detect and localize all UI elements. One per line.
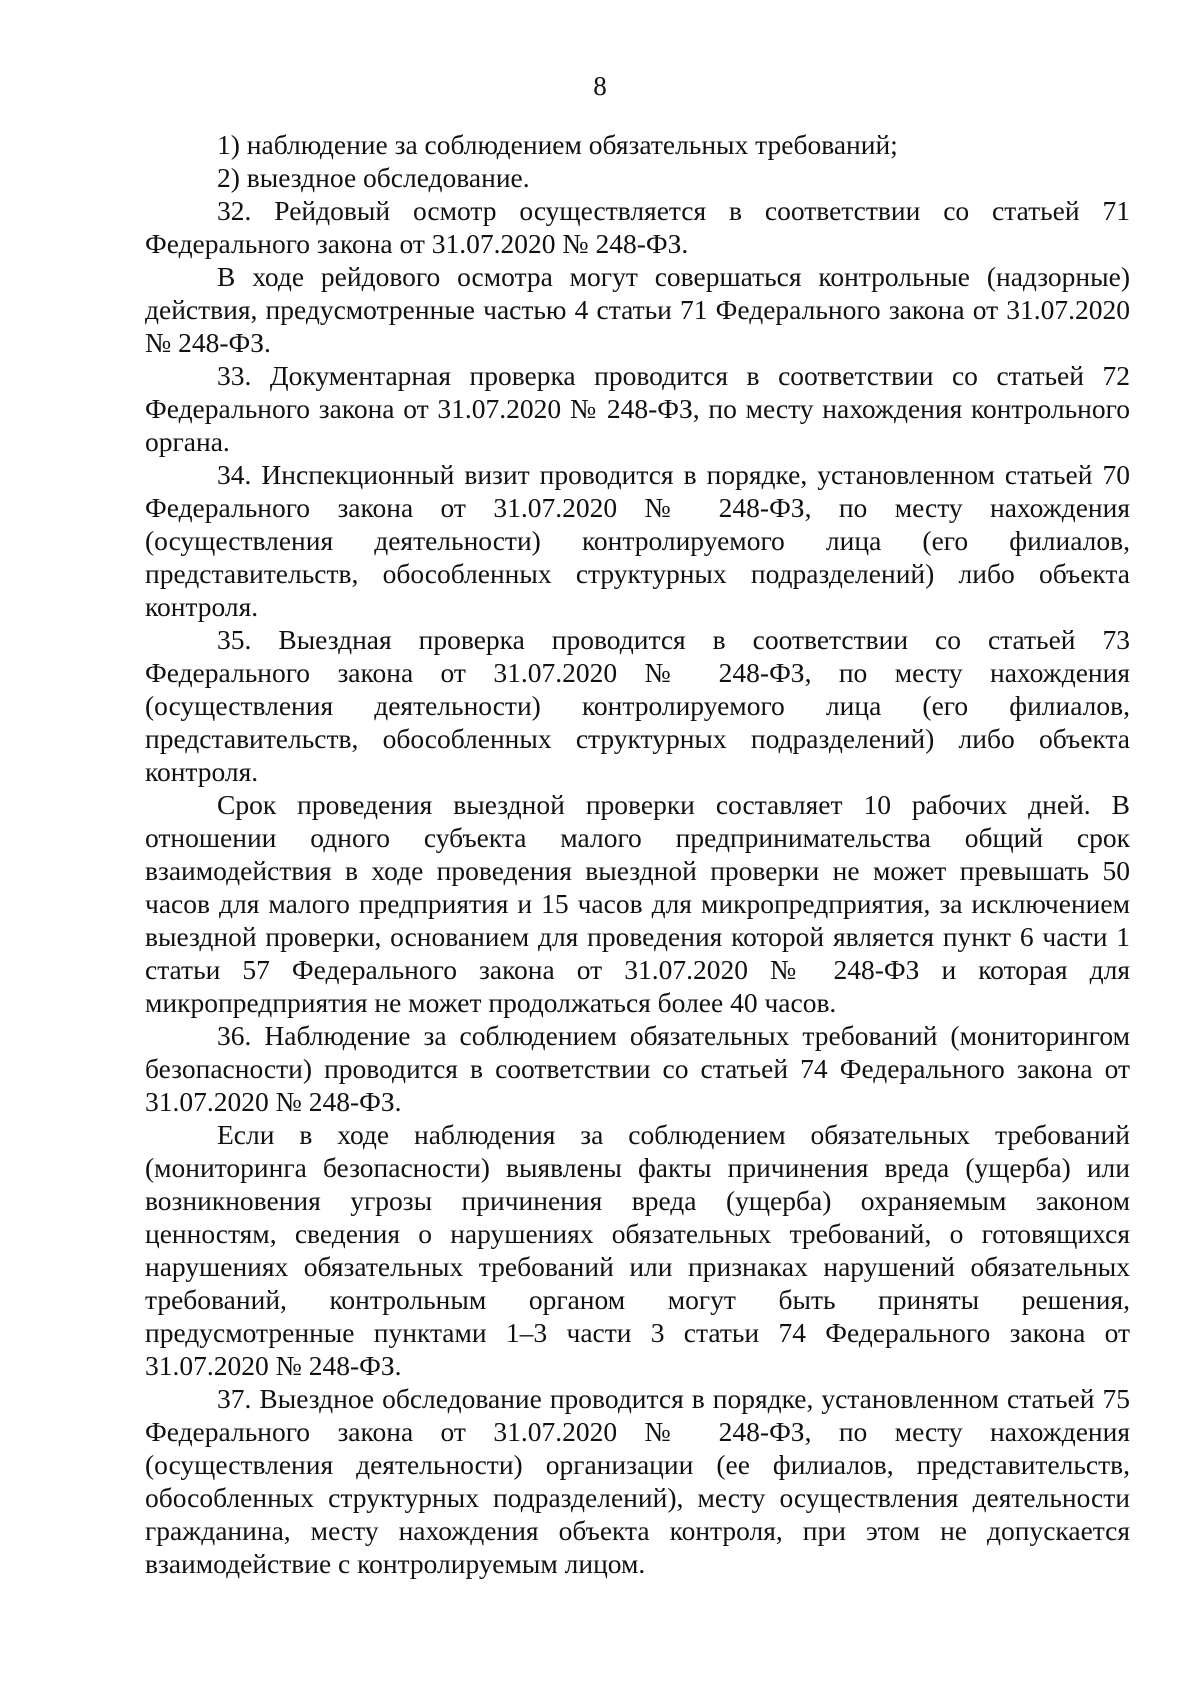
paragraph-raid-actions: В ходе рейдового осмотра могут совершаться контрольные (надзорные) действия, предусмотренные частью 4 статьи 71 Федерального закона от 31.07.2020 № 248-ФЗ. [145, 261, 1130, 358]
paragraph-clause-35: 35. Выездная проверка проводится в соответствии со статьей 73 Федерального закона от 31.07.2020 № 248-ФЗ, по месту нахождения (осуществления деятельности) контролируемого лица (его филиалов, представительств, обособленных структурных подразделений) либо объекта контроля. [145, 624, 1130, 787]
paragraph-clause-33: 33. Документарная проверка проводится в соответствии со статьей 72 Федерального закона от 31.07.2020 № 248-ФЗ, по месту нахождения контрольного органа. [145, 360, 1130, 457]
paragraph-monitoring-decisions: Если в ходе наблюдения за соблюдением обязательных требований (мониторинга безопасности) выявлены факты причинения вреда (ущерба) или возникновения угрозы причинения вреда (ущерба) охраняемым законом ценностям, сведения о нарушениях обязательных требований, о готовящихся нарушениях обязательных требований или признаках нарушений обязательных требований, контрольным органом могут быть приняты решения, предусмотренные пунктами 1–3 части 3 статьи 74 Федерального закона от 31.07.2020 № 248-ФЗ. [145, 1119, 1130, 1381]
paragraph-list-item-2: 2) выездное обследование. [217, 162, 530, 193]
paragraph-clause-36: 36. Наблюдение за соблюдением обязательных требований (мониторингом безопасности) проводится в соответствии со статьей 74 Федерального закона от 31.07.2020 № 248-ФЗ. [145, 1020, 1130, 1117]
document-body [145, 128, 1130, 1580]
paragraph-inspection-term: Срок проведения выездной проверки составляет 10 рабочих дней. В отношении одного субъекта малого предпринимательства общий срок взаимодействия в ходе проведения выездной проверки не может превышать 50 часов для малого предприятия и 15 часов для микропредприятия, за исключением выездной проверки, основанием для проведения которой является пункт 6 части 1 статьи 57 Федерального закона от 31.07.2020 № 248-ФЗ и которая для микропредприятия не может продолжаться более 40 часов. [145, 789, 1130, 1018]
page-number: 8 [593, 71, 607, 101]
paragraph-clause-37: 37. Выездное обследование проводится в порядке, установленном статьей 75 Федерального закона от 31.07.2020 № 248-ФЗ, по месту нахождения (осуществления деятельности) организации (ее филиалов, представительств, обособленных структурных подразделений), месту осуществления деятельности гражданина, месту нахождения объекта контроля, при этом не допускается взаимодействие с контролируемым лицом. [145, 1383, 1130, 1579]
paragraph-list-item-1: 1) наблюдение за соблюдением обязательных требований; [217, 129, 898, 160]
paragraph-clause-34: 34. Инспекционный визит проводится в порядке, установленном статьей 70 Федерального закона от 31.07.2020 № 248-ФЗ, по месту нахождения (осуществления деятельности) контролируемого лица (его филиалов, представительств, обособленных структурных подразделений) либо объекта контроля. [145, 459, 1130, 622]
paragraph-clause-32: 32. Рейдовый осмотр осуществляется в соответствии со статьей 71 Федерального закона от 31.07.2020 № 248-ФЗ. [145, 195, 1130, 259]
